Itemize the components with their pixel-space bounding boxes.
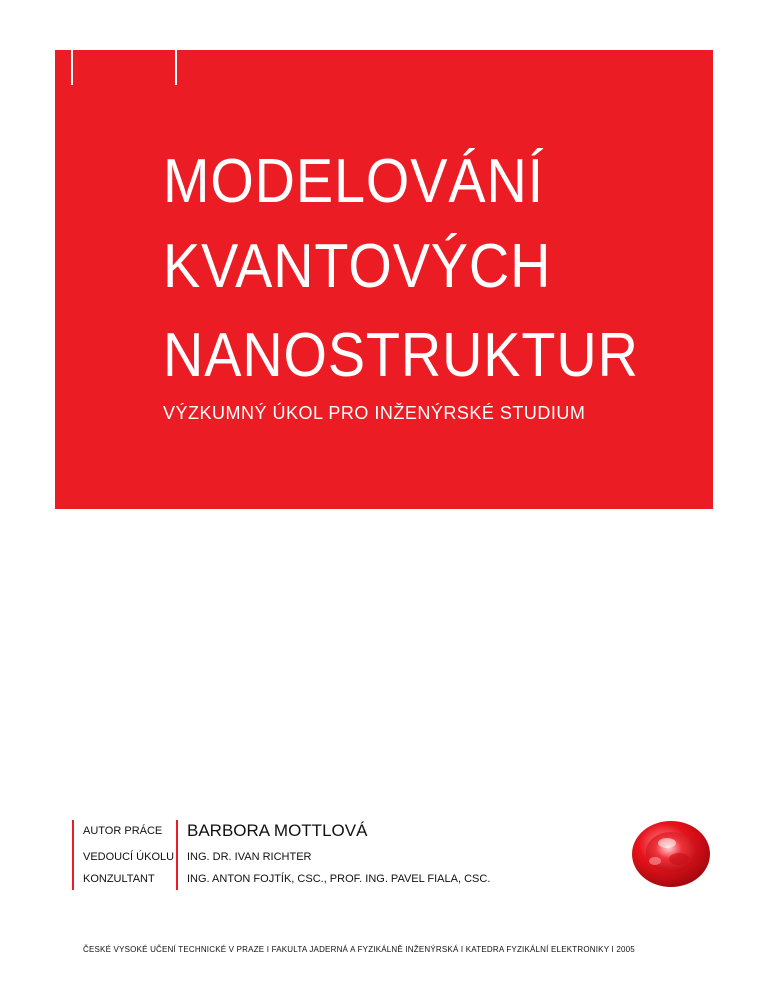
consultant-names: ING. ANTON FOJTÍK, CSC., PROF. ING. PAVEL FIALA, CSC. [187,873,491,885]
supervisor-name: ING. DR. IVAN RICHTER [187,851,312,863]
title-line-3: NANOSTRUKTUR [163,321,639,390]
decorative-tick-right [175,50,177,85]
author-label: AUTOR PRÁCE [83,825,163,837]
credits-values [176,820,490,890]
decorative-tick-left [71,50,73,85]
subtitle: VÝZKUMNÝ ÚKOL PRO INŽENÝRSKÉ STUDIUM [163,403,586,423]
nanostructure-logo-icon [629,819,713,889]
footer-institution: ČESKÉ VYSOKÉ UČENÍ TECHNICKÉ V PRAZE I FAKULTA JADERNÁ A FYZIKÁLNĚ INŽENÝRSKÁ I KATEDRA FYZIKÁLNÍ ELEKTRONIKY I 2005 [83,945,635,954]
supervisor-label: VEDOUCÍ ÚKOLU [83,851,175,863]
consultant-label: KONZULTANT [83,873,155,885]
title-line-1: MODELOVÁNÍ [163,147,545,216]
credits-labels [72,820,174,890]
title-line-2: KVANTOVÝCH [163,232,552,301]
author-name: BARBORA MOTTLOVÁ [187,821,368,840]
